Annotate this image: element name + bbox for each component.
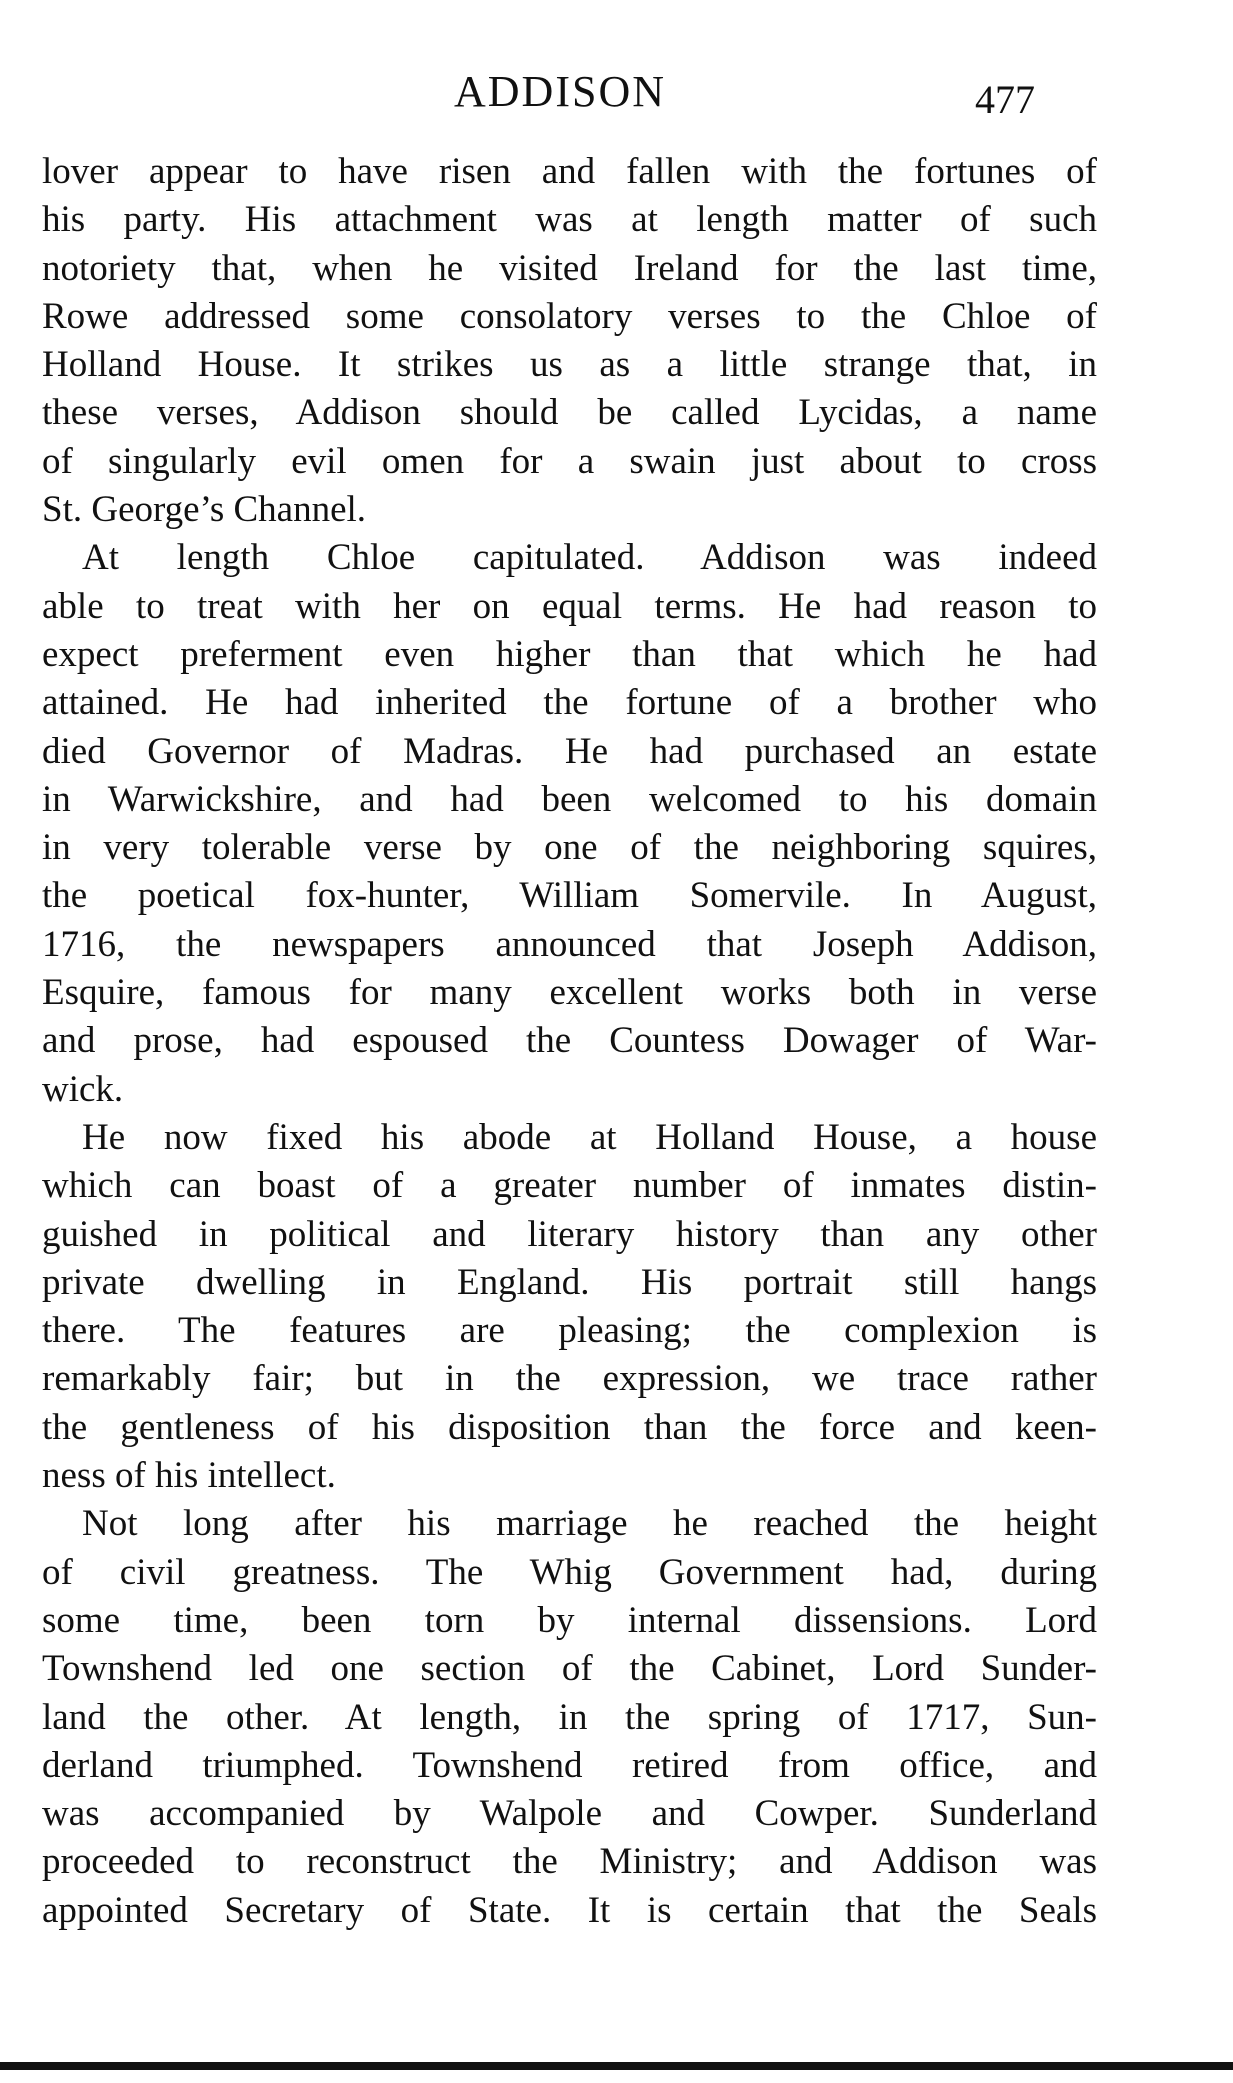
- text-line: St. George’s Channel.: [42, 489, 367, 531]
- text-line: wick.: [42, 1068, 124, 1110]
- text-line: of civil greatness. The Whig Government had, during: [42, 1551, 1097, 1593]
- text-line: remarkably fair; but in the expression, we trace rather: [42, 1358, 1097, 1400]
- text-line: his party. His attachment was at length matter of such: [42, 199, 1097, 241]
- paragraph: [42, 148, 1097, 534]
- text-line: private dwelling in England. His portrait still hangs: [42, 1261, 1097, 1303]
- text-line: He now fixed his abode at Holland House, a house: [82, 1116, 1097, 1158]
- paragraph: [42, 1500, 1097, 1935]
- text-line: Not long after his marriage he reached the height: [82, 1503, 1097, 1545]
- text-line: which can boast of a greater number of inmates distin-: [42, 1165, 1097, 1207]
- text-line: 1716, the newspapers announced that Joseph Addison,: [42, 923, 1097, 965]
- text-line: Rowe addressed some consolatory verses to the Chloe of: [42, 295, 1097, 337]
- running-title: ADDISON: [454, 67, 666, 116]
- body-text: [42, 148, 1097, 1935]
- bottom-rule: [0, 2062, 1233, 2070]
- text-line: Esquire, famous for many excellent works both in verse: [42, 972, 1097, 1014]
- text-line: these verses, Addison should be called Lycidas, a name: [42, 392, 1097, 434]
- text-line: died Governor of Madras. He had purchased an estate: [42, 730, 1097, 772]
- page-number: 477: [975, 77, 1035, 122]
- text-line: appointed Secretary of State. It is certain that the Seals: [42, 1889, 1097, 1931]
- running-head: [0, 62, 1233, 122]
- text-line: Townshend led one section of the Cabinet, Lord Sunder-: [42, 1648, 1097, 1690]
- text-line: in very tolerable verse by one of the neighboring squires,: [42, 827, 1097, 869]
- paragraph: [42, 1114, 1097, 1500]
- text-line: Holland House. It strikes us as a little strange that, in: [42, 344, 1097, 386]
- text-line: the poetical fox-hunter, William Somervile. In August,: [42, 875, 1097, 917]
- text-line: lover appear to have risen and fallen with the fortunes of: [42, 151, 1097, 192]
- text-line: ness of his intellect.: [42, 1455, 336, 1497]
- text-line: derland triumphed. Townshend retired from office, and: [42, 1744, 1097, 1786]
- paragraph: [42, 534, 1097, 1114]
- text-line: notoriety that, when he visited Ireland for the last time,: [42, 247, 1097, 289]
- text-line: At length Chloe capitulated. Addison was indeed: [82, 537, 1097, 579]
- text-line: able to treat with her on equal terms. He had reason to: [42, 585, 1097, 627]
- text-line: some time, been torn by internal dissensions. Lord: [42, 1599, 1097, 1641]
- text-line: there. The features are pleasing; the complexion is: [42, 1310, 1097, 1352]
- text-line: attained. He had inherited the fortune of a brother who: [42, 682, 1097, 724]
- text-line: guished in political and literary history than any other: [42, 1213, 1097, 1255]
- text-line: the gentleness of his disposition than the force and keen-: [42, 1406, 1097, 1448]
- text-line: of singularly evil omen for a swain just about to cross: [42, 440, 1097, 482]
- text-line: expect preferment even higher than that which he had: [42, 633, 1097, 675]
- text-line: land the other. At length, in the spring of 1717, Sun-: [42, 1696, 1097, 1738]
- text-line: in Warwickshire, and had been welcomed to his domain: [42, 778, 1097, 820]
- text-line: proceeded to reconstruct the Ministry; and Addison was: [42, 1841, 1097, 1883]
- text-line: and prose, had espoused the Countess Dowager of War-: [42, 1020, 1097, 1062]
- text-line: was accompanied by Walpole and Cowper. Sunderland: [42, 1793, 1097, 1835]
